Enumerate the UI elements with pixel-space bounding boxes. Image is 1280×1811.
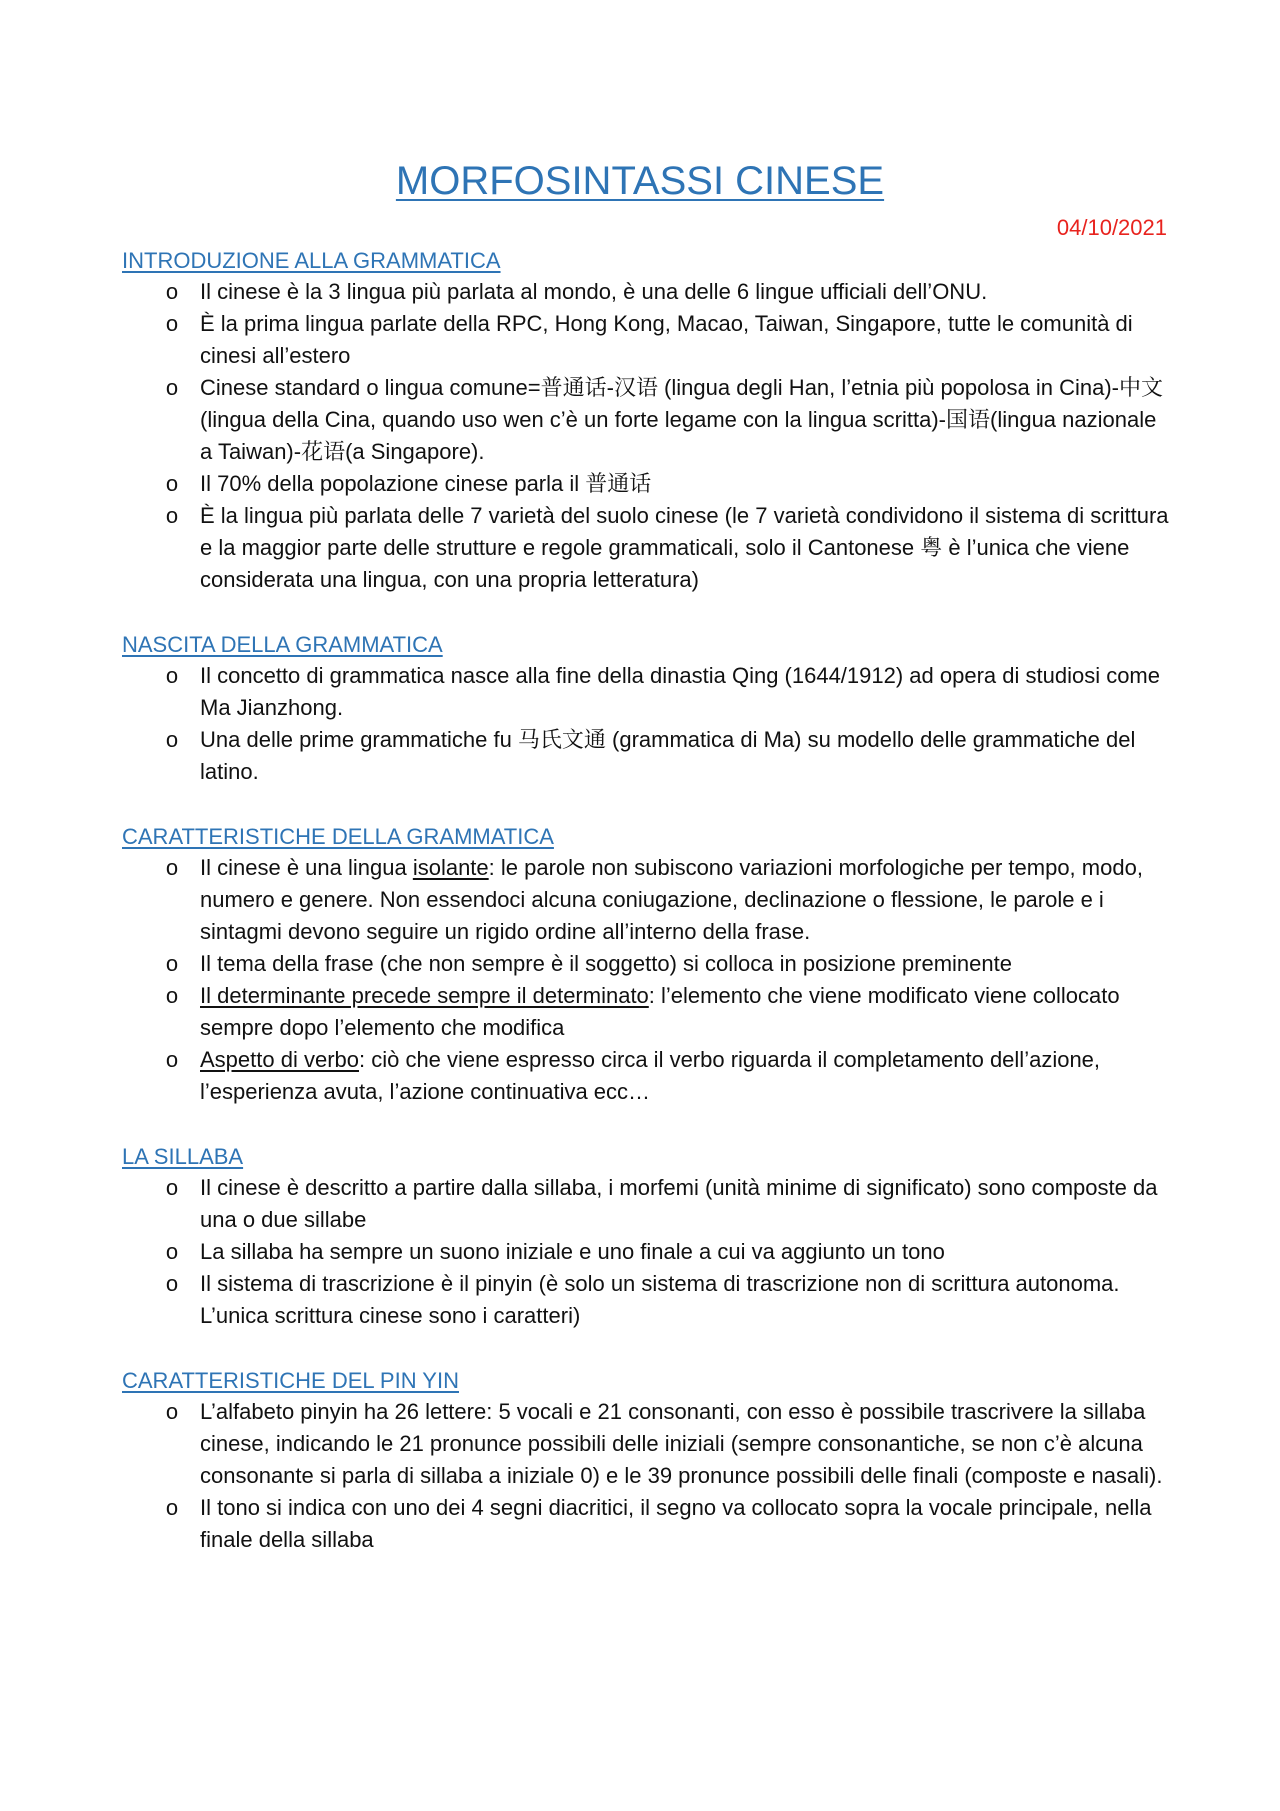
list-item <box>122 372 1172 468</box>
list-item-lead: Il cinese è una lingua <box>200 855 413 880</box>
list-item-text: La sillaba ha sempre un suono iniziale e uno finale a cui va aggiunto un tono <box>200 1239 945 1264</box>
bullet-marker: o <box>165 983 179 1008</box>
bullet-list <box>122 1396 1172 1556</box>
list-item <box>122 1172 1172 1236</box>
bullet-list <box>122 1172 1172 1332</box>
bullet-marker: o <box>165 663 179 688</box>
section-introduzione <box>122 246 1172 596</box>
bullet-marker: o <box>165 1175 179 1200</box>
list-item-text: : ciò che viene espresso circa il verbo riguarda il completamento dell’azione, l’esperienza avuta, l’azione continuativa ecc… <box>200 1047 1101 1104</box>
bullet-marker: o <box>165 1239 179 1264</box>
list-item-text: Il cinese è la 3 lingua più parlata al mondo, è una delle 6 lingue ufficiali dell’ONU. <box>200 279 988 304</box>
list-item <box>122 1236 1172 1268</box>
list-item <box>122 276 1172 308</box>
bullet-list <box>122 276 1172 596</box>
bullet-marker: o <box>165 1495 179 1520</box>
bullet-list <box>122 660 1172 788</box>
section-heading: CARATTERISTICHE DELLA GRAMMATICA <box>122 824 554 849</box>
bullet-marker: o <box>165 471 179 496</box>
list-item-text: Il concetto di grammatica nasce alla fine della dinastia Qing (1644/1912) ad opera di studiosi come Ma Jianzhong. <box>200 663 1160 720</box>
list-item-text: Il 70% della popolazione cinese parla il 普通话 <box>200 471 652 496</box>
section-heading: LA SILLABA <box>122 1144 244 1169</box>
section-caratteristiche-grammatica <box>122 822 1172 1108</box>
list-item-text: : l’elemento che viene modificato viene collocato sempre dopo l’elemento che modifica <box>200 983 1120 1040</box>
bullet-marker: o <box>165 727 179 752</box>
list-item-text: Il tema della frase (che non sempre è il soggetto) si colloca in posizione preminente <box>200 951 1012 976</box>
bullet-marker: o <box>165 855 179 880</box>
list-item <box>122 852 1172 948</box>
bullet-marker: o <box>165 1271 179 1296</box>
bullet-marker: o <box>165 951 179 976</box>
section-pin-yin <box>122 1366 1172 1556</box>
bullet-list <box>122 852 1172 1108</box>
list-item <box>122 724 1172 788</box>
list-item-text: Il tono si indica con uno dei 4 segni diacritici, il segno va collocato sopra la vocale principale, nella finale della sillaba <box>200 1495 1152 1552</box>
list-item <box>122 980 1172 1044</box>
list-item <box>122 500 1172 596</box>
list-item-text: Una delle prime grammatiche fu 马氏文通 (grammatica di Ma) su modello delle grammatiche del latino. <box>200 727 1136 784</box>
list-item <box>122 1268 1172 1332</box>
list-item-text: : le parole non subiscono variazioni morfologiche per tempo, modo, numero e genere. Non essendoci alcuna coniugazione, declinazione o flessione, le parole e i sintagmi devono seguire un rigido ordine all’interno della frase. <box>200 855 1143 944</box>
list-item <box>122 1044 1172 1108</box>
document-title <box>0 156 1280 206</box>
bullet-marker: o <box>165 503 179 528</box>
list-item <box>122 1492 1172 1556</box>
bullet-marker: o <box>165 375 179 400</box>
list-item <box>122 468 1172 500</box>
section-heading: NASCITA DELLA GRAMMATICA <box>122 632 443 657</box>
underlined-term: Aspetto di verbo <box>200 1047 359 1072</box>
section-sillaba <box>122 1142 1172 1332</box>
section-heading: INTRODUZIONE ALLA GRAMMATICA <box>122 248 501 273</box>
bullet-marker: o <box>165 311 179 336</box>
section-heading: CARATTERISTICHE DEL PIN YIN <box>122 1368 459 1393</box>
document-date: 04/10/2021 <box>1056 215 1167 240</box>
underlined-term: isolante <box>412 855 489 880</box>
bullet-marker: o <box>165 1047 179 1072</box>
list-item <box>122 948 1172 980</box>
list-item-text: Cinese standard o lingua comune=普通话-汉语 (lingua degli Han, l’etnia più popolosa in Cina)-中文(lingua della Cina, quando uso wen c’è un forte legame con la lingua scritta)-国语(lingua nazionale a Taiwan)-花语(a Singapore). <box>200 375 1163 464</box>
list-item-text: Il sistema di trascrizione è il pinyin (è solo un sistema di trascrizione non di scrittura autonoma. L’unica scrittura cinese sono i caratteri) <box>200 1271 1120 1328</box>
list-item-text: Il cinese è descritto a partire dalla sillaba, i morfemi (unità minime di significato) sono composte da una o due sillabe <box>200 1175 1158 1232</box>
document-title-text: MORFOSINTASSI CINESE <box>395 159 885 203</box>
bullet-marker: o <box>165 1399 179 1424</box>
list-item <box>122 660 1172 724</box>
section-nascita <box>122 630 1172 788</box>
bullet-marker: o <box>165 279 179 304</box>
underlined-term: Il determinante precede sempre il determinato <box>200 983 649 1008</box>
list-item <box>122 1396 1172 1492</box>
list-item-text: L’alfabeto pinyin ha 26 lettere: 5 vocali e 21 consonanti, con esso è possibile trascrivere la sillaba cinese, indicando le 21 pronunce possibili delle iniziali (sempre consonantiche, se non c’è alcuna consonante si parla di sillaba a iniziale 0) e le 39 pronunce possibili delle finali (composte e nasali). <box>200 1399 1163 1488</box>
list-item-text: È la lingua più parlata delle 7 varietà del suolo cinese (le 7 varietà condividono il sistema di scrittura e la maggior parte delle strutture e regole grammaticali, solo il Cantonese 粤 è l’unica che viene considerata una lingua, con una propria letteratura) <box>200 503 1169 592</box>
list-item <box>122 308 1172 372</box>
list-item-text: È la prima lingua parlate della RPC, Hong Kong, Macao, Taiwan, Singapore, tutte le comunità di cinesi all’estero <box>200 311 1133 368</box>
document-body <box>122 246 1172 1590</box>
